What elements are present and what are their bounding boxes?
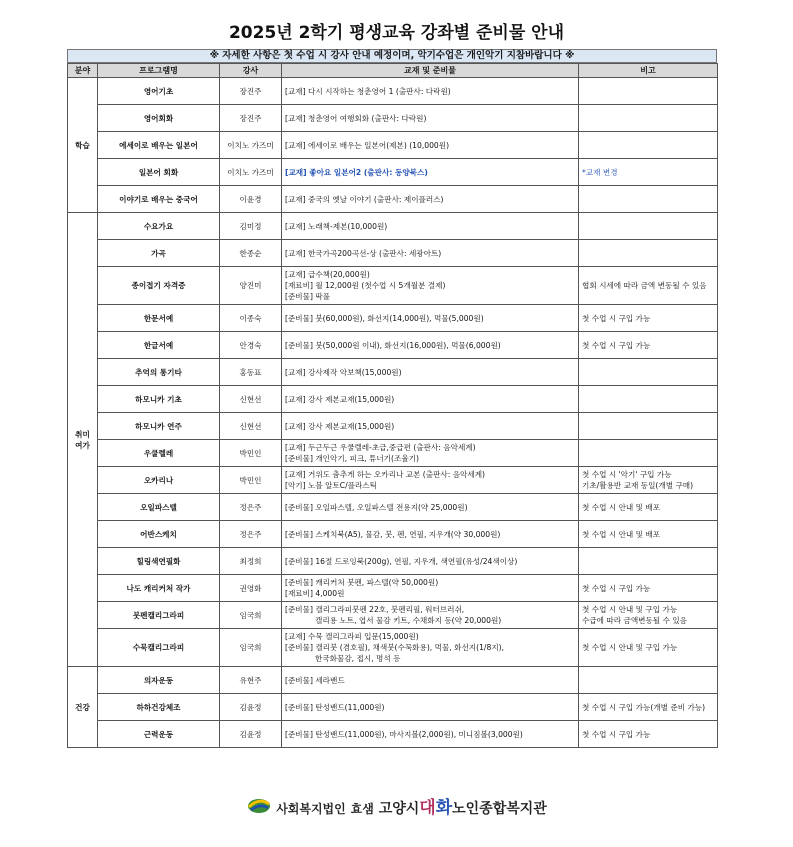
materials-cell [282, 305, 579, 332]
materials-cell [282, 386, 579, 413]
instructor-name: 장진주 [220, 78, 282, 105]
materials-cell [282, 359, 579, 386]
table-row [68, 305, 718, 332]
header-materials: 교재 및 준비물 [282, 64, 579, 78]
note-cell [579, 386, 718, 413]
note-line: 기초/활용반 교재 동일(개별 구매) [582, 481, 694, 490]
category-cell: 건강 [68, 667, 98, 748]
note-line: 첫 수업 시 '악기' 구입 가능 [582, 470, 672, 479]
note-cell [579, 521, 718, 548]
note-cell [579, 213, 718, 240]
note-cell [579, 105, 718, 132]
material-line: [준비물] 캘리그라피붓펜 22호, 붓펜리필, 워터브러쉬, [285, 605, 465, 614]
program-name: 추억의 통기타 [98, 359, 220, 386]
table-row [68, 186, 718, 213]
program-name: 가곡 [98, 240, 220, 267]
instructor-name: 정은주 [220, 494, 282, 521]
materials-cell [282, 667, 579, 694]
instructor-name: 이윤경 [220, 186, 282, 213]
category-cell: 학습 [68, 78, 98, 213]
material-line: [준비물] 스케치북(A5), 물감, 붓, 펜, 연필, 지우개(약 30,000원) [285, 529, 501, 539]
footer-org-name: 사회복지법인 효샘 고양시대화노인종합복지관 [276, 797, 547, 818]
note-cell [579, 359, 718, 386]
table-row [68, 132, 718, 159]
program-name: 종이접기 자격증 [98, 267, 220, 305]
materials-cell [282, 602, 579, 629]
note-cell [579, 467, 718, 494]
table-row [68, 267, 718, 305]
program-name: 수요가요 [98, 213, 220, 240]
material-line: [준비물] 16절 드로잉북(200g), 연필, 지우개, 색연필(유성/24색이상) [285, 556, 518, 566]
materials-cell [282, 440, 579, 467]
program-name: 나도 캐리커처 작가 [98, 575, 220, 602]
materials-cell [282, 494, 579, 521]
note-cell [579, 305, 718, 332]
material-line: [교재] 두근두근 우쿨렐레-초급,중급편 (출판사: 음악세계) [285, 443, 476, 452]
material-line: [준비물] 탄성밴드(11,000원), 마사지볼(2,000원), 미니짐볼(3,000원) [285, 729, 523, 739]
note-cell [579, 494, 718, 521]
welfare-logo-icon [246, 795, 272, 815]
instructor-name: 최정희 [220, 548, 282, 575]
note-cell [579, 602, 718, 629]
instructor-name: 한종순 [220, 240, 282, 267]
program-name: 이야기로 배우는 중국어 [98, 186, 220, 213]
table-row [68, 629, 718, 667]
material-line: [교재] 한국가곡200곡선-상 (출판사: 세광아트) [285, 248, 442, 258]
instructor-name: 이치노 가즈미 [220, 159, 282, 186]
materials-table [67, 63, 718, 748]
material-line: [교재] 강사제작 악보책(15,000원) [285, 367, 402, 377]
note-cell [579, 721, 718, 748]
table-row [68, 332, 718, 359]
table-row [68, 159, 718, 186]
program-name: 영어회화 [98, 105, 220, 132]
table-row [68, 213, 718, 240]
note-cell [579, 132, 718, 159]
table-row [68, 467, 718, 494]
table-row [68, 359, 718, 386]
materials-cell [282, 213, 579, 240]
instructor-name: 이종숙 [220, 305, 282, 332]
note-cell [579, 240, 718, 267]
material-line: [준비물] 오일파스텔, 오일파스텔 전용지(약 25,000원) [285, 502, 468, 512]
instructor-name: 양진미 [220, 267, 282, 305]
instructor-name: 권영화 [220, 575, 282, 602]
material-line: [재료비] 4,000원 [285, 589, 345, 598]
material-line: [준비물] 캘리붓 (겸호필), 채색붓(수묵화용), 먹물, 화선지(1/8지), [285, 643, 505, 652]
table-body [68, 78, 718, 748]
table-row [68, 440, 718, 467]
note-cell [579, 548, 718, 575]
material-line: [준비물] 붓(60,000원), 화선지(14,000원), 먹물(5,000원) [285, 313, 484, 323]
material-line: 한국화물감, 접시, 명석 등 [315, 654, 401, 663]
materials-cell [282, 629, 579, 667]
materials-cell [282, 575, 579, 602]
material-line: [준비물] 세라밴드 [285, 675, 345, 685]
materials-cell [282, 186, 579, 213]
material-line: [교재] 급수책(20,000원) [285, 270, 370, 279]
header-note: 비고 [579, 64, 718, 78]
category-cell: 취미 여가 [68, 213, 98, 667]
program-name: 의자운동 [98, 667, 220, 694]
table-row [68, 386, 718, 413]
materials-cell [282, 132, 579, 159]
program-name: 한글서예 [98, 332, 220, 359]
materials-cell [282, 548, 579, 575]
program-name: 수묵캘리그라피 [98, 629, 220, 667]
note-line: 첫 수업 시 안내 및 배포 [582, 502, 661, 512]
table-row [68, 413, 718, 440]
table-row [68, 721, 718, 748]
material-line: 캘리용 노트, 엽서 물감 키트, 수채화지 등(약 20,000원) [315, 616, 502, 625]
materials-cell [282, 240, 579, 267]
materials-cell [282, 159, 579, 186]
note-line: 협회 시세에 따라 금액 변동될 수 있음 [582, 281, 707, 290]
instructor-name: 임국희 [220, 602, 282, 629]
note-cell [579, 629, 718, 667]
page-title: 2025년 2학기 평생교육 강좌별 준비물 안내 [228, 23, 565, 43]
header-program: 프로그램명 [98, 64, 220, 78]
note-cell [579, 78, 718, 105]
note-line: 첫 수업 시 구입 가능(개별 준비 가능) [582, 702, 706, 712]
materials-cell [282, 267, 579, 305]
note-cell [579, 186, 718, 213]
instructor-name: 이치노 가즈미 [220, 132, 282, 159]
materials-cell [282, 105, 579, 132]
note-line: 첫 수업 시 구입 가능 [582, 583, 651, 593]
program-name: 붓펜캘리그라피 [98, 602, 220, 629]
material-line: [교재] 수묵 캘리그라피 입문(15,000원) [285, 632, 419, 641]
note-line: 수급에 따라 금액변동될 수 있음 [582, 616, 688, 625]
note-line: 첫 수업 시 구입 가능 [582, 340, 651, 350]
table-row [68, 240, 718, 267]
instructor-name: 안경숙 [220, 332, 282, 359]
note-cell [579, 440, 718, 467]
material-line: [준비물] 붓(50,000원 이내), 화선지(16,000원), 먹물(6,000원) [285, 340, 501, 350]
table-row [68, 667, 718, 694]
program-name: 우쿨렐레 [98, 440, 220, 467]
materials-cell [282, 521, 579, 548]
materials-cell [282, 694, 579, 721]
instructor-name: 신현선 [220, 386, 282, 413]
table-row [68, 694, 718, 721]
table-row [68, 78, 718, 105]
instructor-name: 박민인 [220, 440, 282, 467]
note-cell [579, 575, 718, 602]
materials-cell [282, 78, 579, 105]
material-line: [교재] 청춘영어 여행회화 (출판사: 다락원) [285, 113, 427, 123]
material-line: [교재] 노래책-제본(10,000원) [285, 221, 388, 231]
note-line: 첫 수업 시 안내 및 배포 [582, 529, 661, 539]
instructor-name: 김미정 [220, 213, 282, 240]
note-line: 첫 수업 시 구입 가능 [582, 313, 651, 323]
table-row [68, 105, 718, 132]
instructor-name: 박민인 [220, 467, 282, 494]
material-line: [준비물] 개인악기, 피크, 튜너기(조율기) [285, 454, 419, 463]
instructor-name: 홍동표 [220, 359, 282, 386]
material-line: [준비물] 캐리커처 붓펜, 파스텔(약 50,000원) [285, 578, 439, 587]
program-name: 어반스케치 [98, 521, 220, 548]
header-instructor: 강사 [220, 64, 282, 78]
material-line: [교재] 강사 제본교재(15,000원) [285, 421, 395, 431]
note-cell [579, 667, 718, 694]
material-line: [교재] 중국의 옛날 이야기 (출판사: 제이플러스) [285, 194, 444, 204]
notice-banner: ※ 자세한 사항은 첫 수업 시 강사 안내 예정이며, 악기수업은 개인악기 지참바랍니다 ※ [67, 49, 717, 63]
instructor-name: 신현선 [220, 413, 282, 440]
table-row [68, 575, 718, 602]
program-name: 일본어 회화 [98, 159, 220, 186]
note-cell [579, 332, 718, 359]
instructor-name: 정은주 [220, 521, 282, 548]
instructor-name: 장진주 [220, 105, 282, 132]
note-line: *교재 변경 [582, 167, 618, 177]
materials-cell [282, 467, 579, 494]
note-line: 첫 수업 시 안내 및 구입 가능 [582, 643, 678, 652]
note-cell [579, 159, 718, 186]
note-cell [579, 413, 718, 440]
instructor-name: 김윤정 [220, 721, 282, 748]
program-name: 에세이로 배우는 일본어 [98, 132, 220, 159]
material-line: [교재] 에세이로 배우는 일본어(제본) (10,000원) [285, 140, 450, 150]
table-row [68, 548, 718, 575]
materials-cell [282, 332, 579, 359]
note-line: 첫 수업 시 구입 가능 [582, 729, 651, 739]
program-name: 영어기초 [98, 78, 220, 105]
material-line: [교재] 다시 시작하는 청춘영어 1 (출판사: 다락원) [285, 86, 451, 96]
material-line: [교재] 강사 제본교재(15,000원) [285, 394, 395, 404]
table-row [68, 494, 718, 521]
program-name: 오카리나 [98, 467, 220, 494]
instructor-name: 유현주 [220, 667, 282, 694]
materials-cell [282, 721, 579, 748]
material-line: [준비물] 탄성밴드(11,000원) [285, 702, 385, 712]
note-cell [579, 267, 718, 305]
program-name: 하모니카 기초 [98, 386, 220, 413]
program-name: 한문서예 [98, 305, 220, 332]
note-line: 첫 수업 시 안내 및 구입 가능 [582, 605, 678, 614]
material-line: [재료비] 월 12,000원 (첫수업 시 5개월분 결제) [285, 281, 446, 290]
program-name: 하하건강체조 [98, 694, 220, 721]
material-line: [준비물] 딱풀 [285, 292, 331, 301]
program-name: 하모니카 연주 [98, 413, 220, 440]
material-line: [교재] 거위도 춤추게 하는 오카리나 교본 (출판사: 음악세계) [285, 470, 486, 479]
table-row [68, 602, 718, 629]
header-category: 분야 [68, 64, 98, 78]
table-header-row [68, 64, 718, 78]
material-line: [교재] 좋아요 일본어2 (출판사: 동양북스) [285, 167, 428, 177]
instructor-name: 김윤정 [220, 694, 282, 721]
program-name: 오일파스텔 [98, 494, 220, 521]
table-row [68, 521, 718, 548]
program-name: 근력운동 [98, 721, 220, 748]
note-cell [579, 694, 718, 721]
program-name: 힐링색연필화 [98, 548, 220, 575]
instructor-name: 임국희 [220, 629, 282, 667]
materials-cell [282, 413, 579, 440]
material-line: [악기] 노블 알토C/플라스틱 [285, 481, 377, 490]
footer-logo [0, 793, 793, 817]
